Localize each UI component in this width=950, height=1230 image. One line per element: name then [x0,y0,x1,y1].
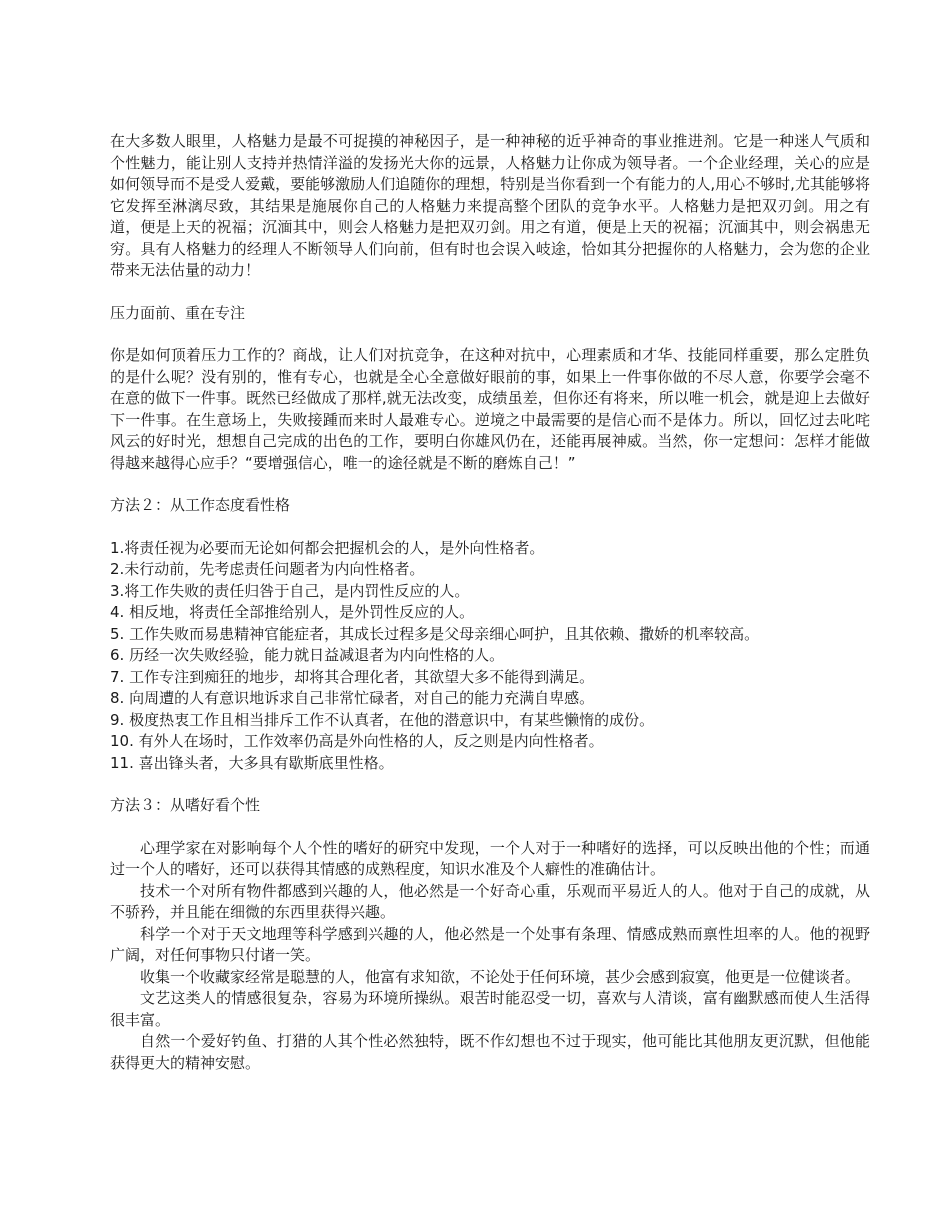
section-heading-method-3: 方法３：从嗜好看个性 [110,796,261,814]
hobby-paragraph: 文艺这类人的情感很复杂，容易为环境所操纵。艰苦时能忍受一切，喜欢与人清谈，富有幽默感而使人生活得很丰富。 [110,989,870,1029]
list-item: 4. 相反地，将责任全部推给别人，是外罚性反应的人。 [110,603,475,621]
hobby-paragraph: 科学一个对于天文地理等科学感到兴趣的人，他必然是一个处事有条理、情感成熟而禀性坦率的人。他的视野广阔，对任何事物只付诸一笑。 [110,924,870,964]
spacer [110,817,870,838]
work-attitude-list [110,538,870,775]
list-item: 1.将责任视为必要而无论如何都会把握机会的人，是外向性格者。 [110,538,545,557]
spacer [110,324,870,345]
hobby-paragraphs [110,838,870,1075]
spacer [110,774,870,795]
pressure-paragraph: 你是如何顶着压力工作的？商战，让人们对抗竞争，在这种对抗中，心理素质和才华、技能同样重要，那么定胜负的是什么呢？没有别的，惟有专心，也就是全心全意做好眼前的事，如果上一件事你做的不尽人意，你要学会毫不在意的做下一件事。既然已经做成了那样,就无法改变，成绩虽差，但你还有将来，所以唯一机会，就是迎上去做好下一件事。在生意场上，失败接踵而来时人最难专心。逆境之中最需要的是信心而不是体力。所以，回忆过去叱咤风云的好时光，想想自己完成的出色的工作，要明白你雄风仍在，还能再展神威。当然，你一定想问：怎样才能做得越来越得心应手？“要增强信心，唯一的途径就是不断的磨炼自己！” [110,346,870,472]
list-item: 7. 工作专注到痴狂的地步，却将其合理化者，其欲望大多不能得到满足。 [110,667,595,686]
list-item: 3.将工作失败的责任归咎于自己，是内罚性反应的人。 [110,581,470,600]
spacer [110,282,870,303]
hobby-paragraph: 收集一个收藏家经常是聪慧的人，他富有求知欲，不论处于任何环境，甚少会感到寂寞，他更是一位健谈者。 [140,967,861,986]
list-item: 8. 向周遭的人有意识地诉求自己非常忙碌者，对自己的能力充满自卑感。 [110,689,595,707]
hobby-paragraph: 心理学家在对影响每个人个性的嗜好的研究中发现，一个人对于一种嗜好的选择，可以反映出他的个性；而通过一个人的嗜好，还可以获得其情感的成熟程度，知识水准及个人癖性的准确估计。 [110,838,870,878]
list-item: 11. 喜出锋头者，大多具有歇斯底里性格。 [110,753,394,772]
document-body [110,131,870,1074]
section-heading-method-2: 方法２：从工作态度看性格 [110,496,291,514]
hobby-paragraph: 技术一个对所有物件都感到兴趣的人，他必然是一个好奇心重，乐观而平易近人的人。他对于自己的成就，从不骄矜，并且能在细微的东西里获得兴趣。 [110,881,870,921]
spacer [110,517,870,538]
intro-paragraph: 在大多数人眼里，人格魅力是最不可捉摸的神秘因子，是一种神秘的近乎神奇的事业推进剂。它是一种迷人气质和个性魅力，能让别人支持并热情洋溢的发扬光大你的远景，人格魅力让你成为领导者。一个企业经理，关心的应是如何领导而不是受人爱戴，要能够激励人们追随你的理想，特别是当你看到一个有能力的人,用心不够时,尤其能够将它发挥至淋漓尽致，其结果是施展你自己的人格魅力来提高整个团队的竞争水平。人格魅力是把双刃剑。用之有道，便是上天的祝福；沉湎其中，则会人格魅力是把双刃剑。用之有道，便是上天的祝福；沉湎其中，则会祸患无穷。具有人格魅力的经理人不断领导人们向前，但有时也会误入岐途，恰如其分把握你的人格魅力，会为您的企业带来无法估量的动力！ [110,132,870,279]
hobby-paragraph: 自然一个爱好钓鱼、打猎的人其个性必然独特，既不作幻想也不过于现实，他可能比其他朋友更沉默，但他能获得更大的精神安慰。 [110,1032,870,1072]
list-item: 2.未行动前，先考虑责任问题者为内向性格者。 [110,560,425,578]
list-item: 5. 工作失败而易患精神官能症者，其成长过程多是父母亲细心呵护，且其依赖、撒娇的机率较高。 [110,624,760,643]
list-item: 10. 有外人在场时，工作效率仍高是外向性格的人，反之则是内向性格者。 [110,732,604,750]
list-item: 6. 历经一次失败经验，能力就日益减退者为内向性格的人。 [110,646,505,664]
spacer [110,474,870,495]
list-item: 9. 极度热衷工作且相当排斥工作不认真者，在他的潜意识中，有某些懒惰的成份。 [110,710,655,729]
section-heading-pressure: 压力面前、重在专注 [110,303,246,322]
